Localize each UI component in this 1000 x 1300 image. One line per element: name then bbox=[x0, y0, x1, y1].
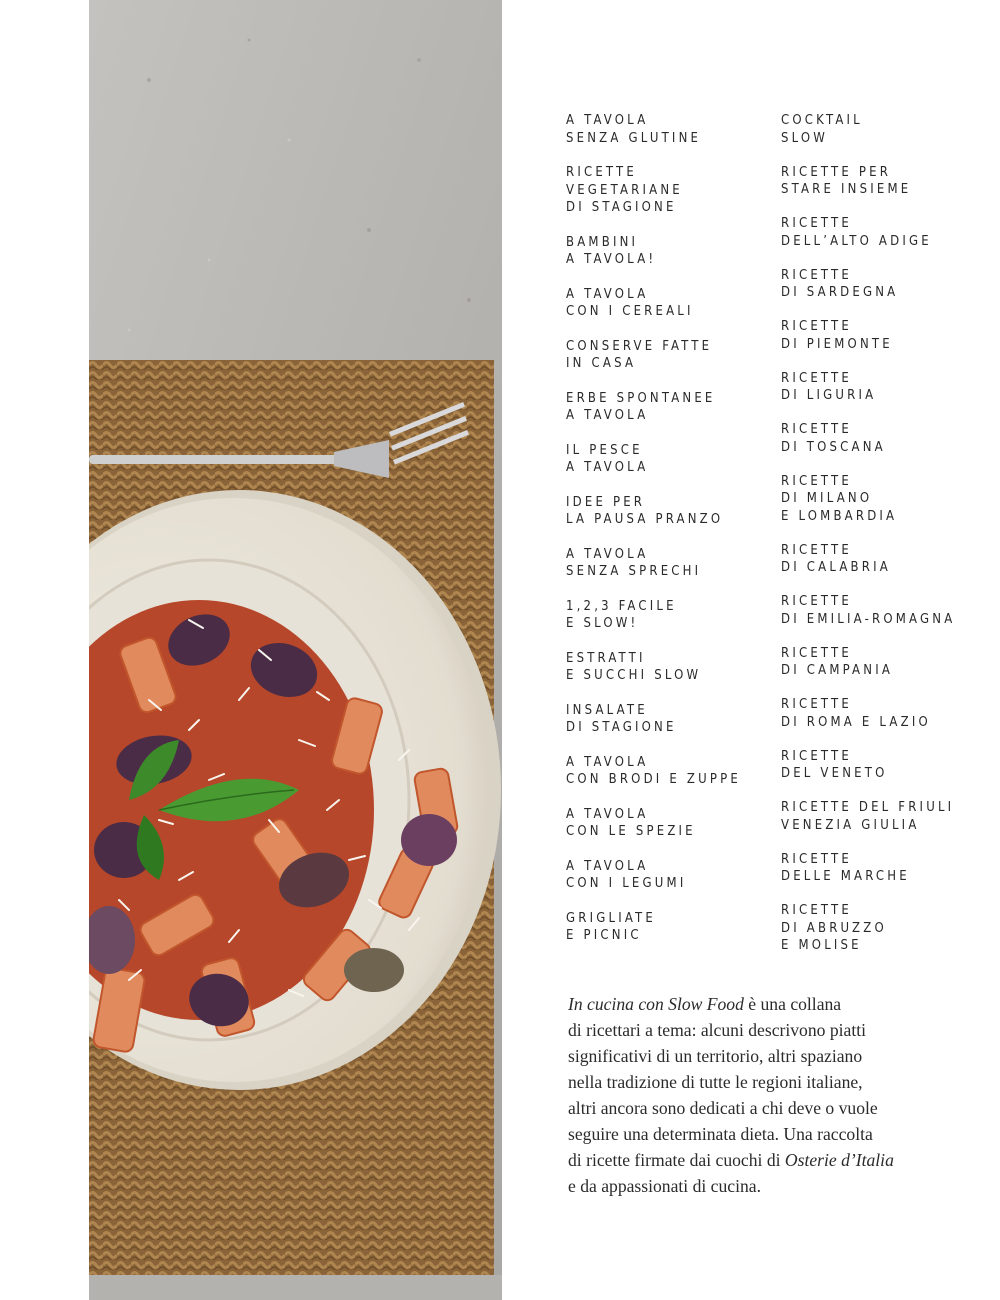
series-title-item: RICETTE DELL’ALTO ADIGE bbox=[781, 216, 932, 249]
series-title-item: A TAVOLA CON BRODI E ZUPPE bbox=[566, 754, 741, 787]
description-text-part2: e da appassionati di cucina. bbox=[568, 1176, 761, 1196]
guide-name: Osterie d’Italia bbox=[784, 1150, 894, 1170]
series-name: In cucina con Slow Food bbox=[568, 994, 744, 1014]
series-title-item: IL PESCE A TAVOLA bbox=[566, 442, 649, 475]
series-title-item: IDEE PER LA PAUSA PRANZO bbox=[566, 494, 724, 527]
series-title-item: RICETTE DI MILANO E LOMBARDIA bbox=[781, 473, 898, 524]
series-description bbox=[568, 991, 968, 1199]
series-title-item: A TAVOLA CON LE SPEZIE bbox=[566, 806, 696, 839]
description-text-part1: è una collana di ricettari a tema: alcuni descrivono piatti significativi di un territorio, altri spaziano nella tradizione di tutte le regioni italiane, altri ancora sono dedicati a chi deve o vuole seguire una determinata dieta. Una raccolta di ricette firmate dai cuochi di bbox=[568, 994, 878, 1170]
series-title-item: RICETTE PER STARE INSIEME bbox=[781, 164, 912, 197]
series-title-item: A TAVOLA SENZA SPRECHI bbox=[566, 546, 702, 579]
series-title-item: RICETTE DEL VENETO bbox=[781, 748, 888, 781]
series-title-item: A TAVOLA SENZA GLUTINE bbox=[566, 113, 702, 146]
series-title-item: COCKTAIL SLOW bbox=[781, 113, 863, 146]
description-paragraph bbox=[568, 991, 968, 1199]
pasta-with-eggplant-dish-icon bbox=[89, 0, 502, 1300]
series-titles-left-column bbox=[566, 112, 771, 962]
food-photo bbox=[89, 0, 502, 1300]
series-title-item: 1,2,3 FACILE E SLOW! bbox=[566, 598, 677, 631]
series-title-item: RICETTE DI CALABRIA bbox=[781, 542, 891, 575]
series-title-item: CONSERVE FATTE IN CASA bbox=[566, 338, 713, 371]
series-title-item: RICETTE DI TOSCANA bbox=[781, 422, 886, 455]
series-title-item: RICETTE DI CAMPANIA bbox=[781, 645, 894, 678]
series-title-item: BAMBINI A TAVOLA! bbox=[566, 234, 657, 267]
series-title-item: RICETTE VEGETARIANE DI STAGIONE bbox=[566, 165, 683, 215]
series-title-item: ESTRATTI E SUCCHI SLOW bbox=[566, 650, 702, 683]
series-title-item: ERBE SPONTANEE A TAVOLA bbox=[566, 390, 716, 423]
series-title-item: RICETTE DEL FRIULI VENEZIA GIULIA bbox=[781, 800, 955, 833]
series-title-item: A TAVOLA CON I CEREALI bbox=[566, 286, 694, 319]
series-title-item: RICETTE DI PIEMONTE bbox=[781, 319, 893, 352]
series-title-item: A TAVOLA CON I LEGUMI bbox=[566, 858, 687, 891]
series-title-item: RICETTE DI LIGURIA bbox=[781, 370, 877, 403]
series-title-item: RICETTE DI SARDEGNA bbox=[781, 267, 899, 300]
series-title-item: INSALATE DI STAGIONE bbox=[566, 702, 677, 735]
series-title-item: GRIGLIATE E PICNIC bbox=[566, 910, 656, 943]
series-title-item: RICETTE DELLE MARCHE bbox=[781, 851, 910, 884]
series-titles-right-column bbox=[781, 112, 986, 971]
series-title-item: RICETTE DI ABRUZZO E MOLISE bbox=[781, 903, 887, 953]
series-title-item: RICETTE DI EMILIA-ROMAGNA bbox=[781, 594, 956, 627]
series-title-item: RICETTE DI ROMA E LAZIO bbox=[781, 697, 931, 730]
